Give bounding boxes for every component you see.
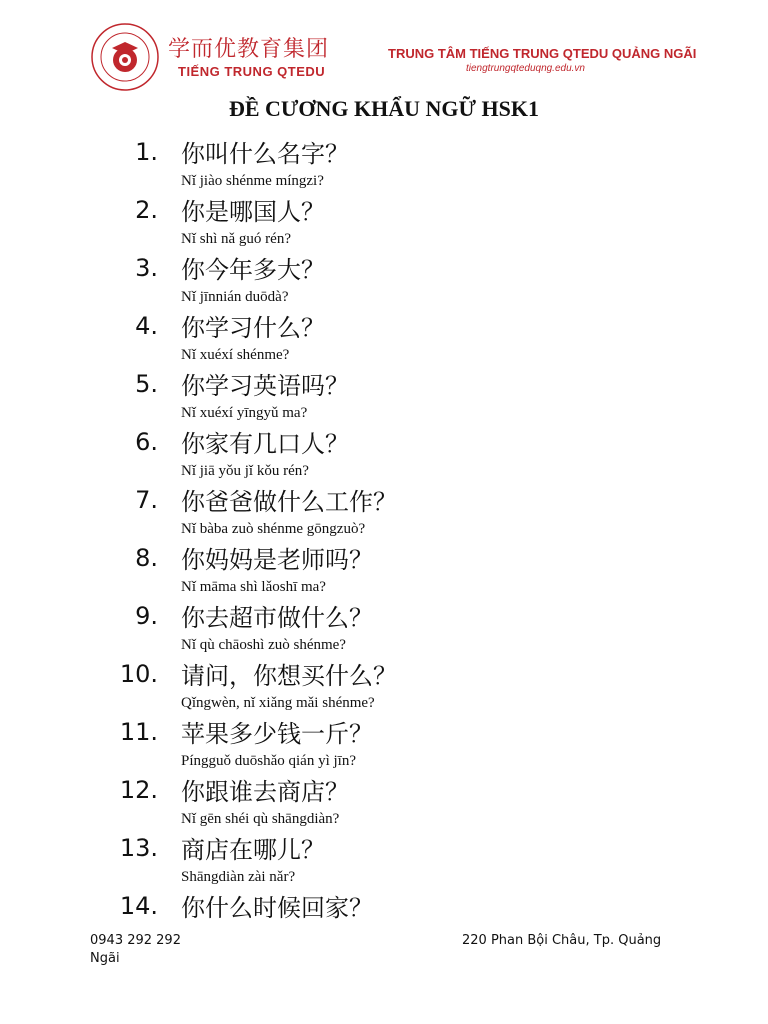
question-pinyin: Nǐ māma shì lǎoshī ma?: [181, 579, 326, 595]
brand-subtitle: TIẾNG TRUNG QTEDU: [178, 64, 326, 79]
question-item: [0, 138, 768, 196]
brand-chinese-name: 学而优教育集团: [168, 37, 330, 62]
question-chinese: 你什么时候回家？: [181, 894, 373, 922]
question-item: [0, 660, 768, 718]
question-number: 10.: [119, 660, 158, 688]
question-number: 11.: [119, 718, 158, 746]
question-pinyin: Nǐ jīnnián duōdà?: [181, 289, 289, 305]
question-number: 6.: [135, 428, 158, 456]
question-pinyin: Nǐ xuéxí shénme?: [181, 347, 290, 363]
question-item: [0, 254, 768, 312]
question-pinyin: Píngguǒ duōshǎo qián yì jīn?: [181, 753, 356, 769]
question-pinyin: Nǐ xuéxí yīngyǔ ma?: [181, 405, 308, 421]
question-chinese: 你叫什么名字？: [181, 140, 349, 168]
website-url: tiengtrungqteduqng.edu.vn: [466, 63, 585, 74]
question-number: 13.: [119, 834, 158, 862]
question-number: 5.: [135, 370, 158, 398]
question-pinyin: Shāngdiàn zài nǎr?: [181, 869, 296, 885]
question-pinyin: Nǐ shì nǎ guó rén?: [181, 231, 291, 247]
document-title: ĐỀ CƯƠNG KHẨU NGỮ HSK1: [228, 96, 540, 121]
question-pinyin: Qǐngwèn, nǐ xiǎng mǎi shénme?: [181, 695, 375, 711]
question-item: [0, 428, 768, 486]
footer-phone: 0943 292 292: [90, 933, 181, 948]
question-number: 14.: [119, 892, 158, 920]
question-pinyin: Nǐ bàba zuò shénme gōngzuò?: [181, 521, 366, 537]
center-name: TRUNG TÂM TIẾNG TRUNG QTEDU QUẢNG NGÃI: [388, 46, 697, 61]
question-pinyin: Nǐ qù chāoshì zuò shénme?: [181, 637, 346, 653]
question-chinese: 你妈妈是老师吗？: [181, 546, 373, 574]
question-chinese: 你今年多大？: [181, 256, 325, 284]
question-chinese: 你学习什么？: [181, 314, 325, 342]
question-chinese: 你去超市做什么？: [181, 604, 373, 632]
question-item: [0, 370, 768, 428]
question-item: [0, 544, 768, 602]
question-chinese: 你爸爸做什么工作？: [181, 488, 397, 516]
question-item: [0, 602, 768, 660]
question-number: 8.: [135, 544, 158, 572]
question-item: [0, 776, 768, 834]
question-item: [0, 834, 768, 892]
question-number: 2.: [135, 196, 158, 224]
question-item: [0, 196, 768, 254]
question-item: [0, 312, 768, 370]
qtedu-logo: [90, 22, 160, 92]
question-item: [0, 486, 768, 544]
question-number: 1.: [135, 138, 158, 166]
question-chinese: 你家有几口人？: [181, 430, 349, 458]
question-number: 9.: [135, 602, 158, 630]
question-chinese: 你是哪国人？: [181, 198, 325, 226]
question-pinyin: Nǐ gēn shéi qù shāngdiàn?: [181, 811, 340, 827]
question-chinese: 苹果多少钱一斤？: [181, 720, 373, 748]
question-number: 12.: [119, 776, 158, 804]
question-list: [0, 138, 768, 950]
question-chinese: 你学习英语吗？: [181, 372, 349, 400]
question-item: [0, 718, 768, 776]
footer-address-continued: Ngãi: [90, 951, 120, 966]
question-pinyin: Nǐ jiào shénme míngzi?: [181, 173, 324, 189]
question-number: 3.: [135, 254, 158, 282]
question-chinese: 请问，你想买什么？: [181, 662, 397, 690]
letterhead: [0, 0, 768, 95]
question-pinyin: Nǐ jiā yǒu jǐ kǒu rén?: [181, 463, 309, 479]
question-chinese: 你跟谁去商店？: [181, 778, 349, 806]
question-number: 7.: [135, 486, 158, 514]
question-chinese: 商店在哪儿？: [181, 836, 325, 864]
question-number: 4.: [135, 312, 158, 340]
footer-address: 220 Phan Bội Châu, Tp. Quảng: [462, 933, 662, 948]
